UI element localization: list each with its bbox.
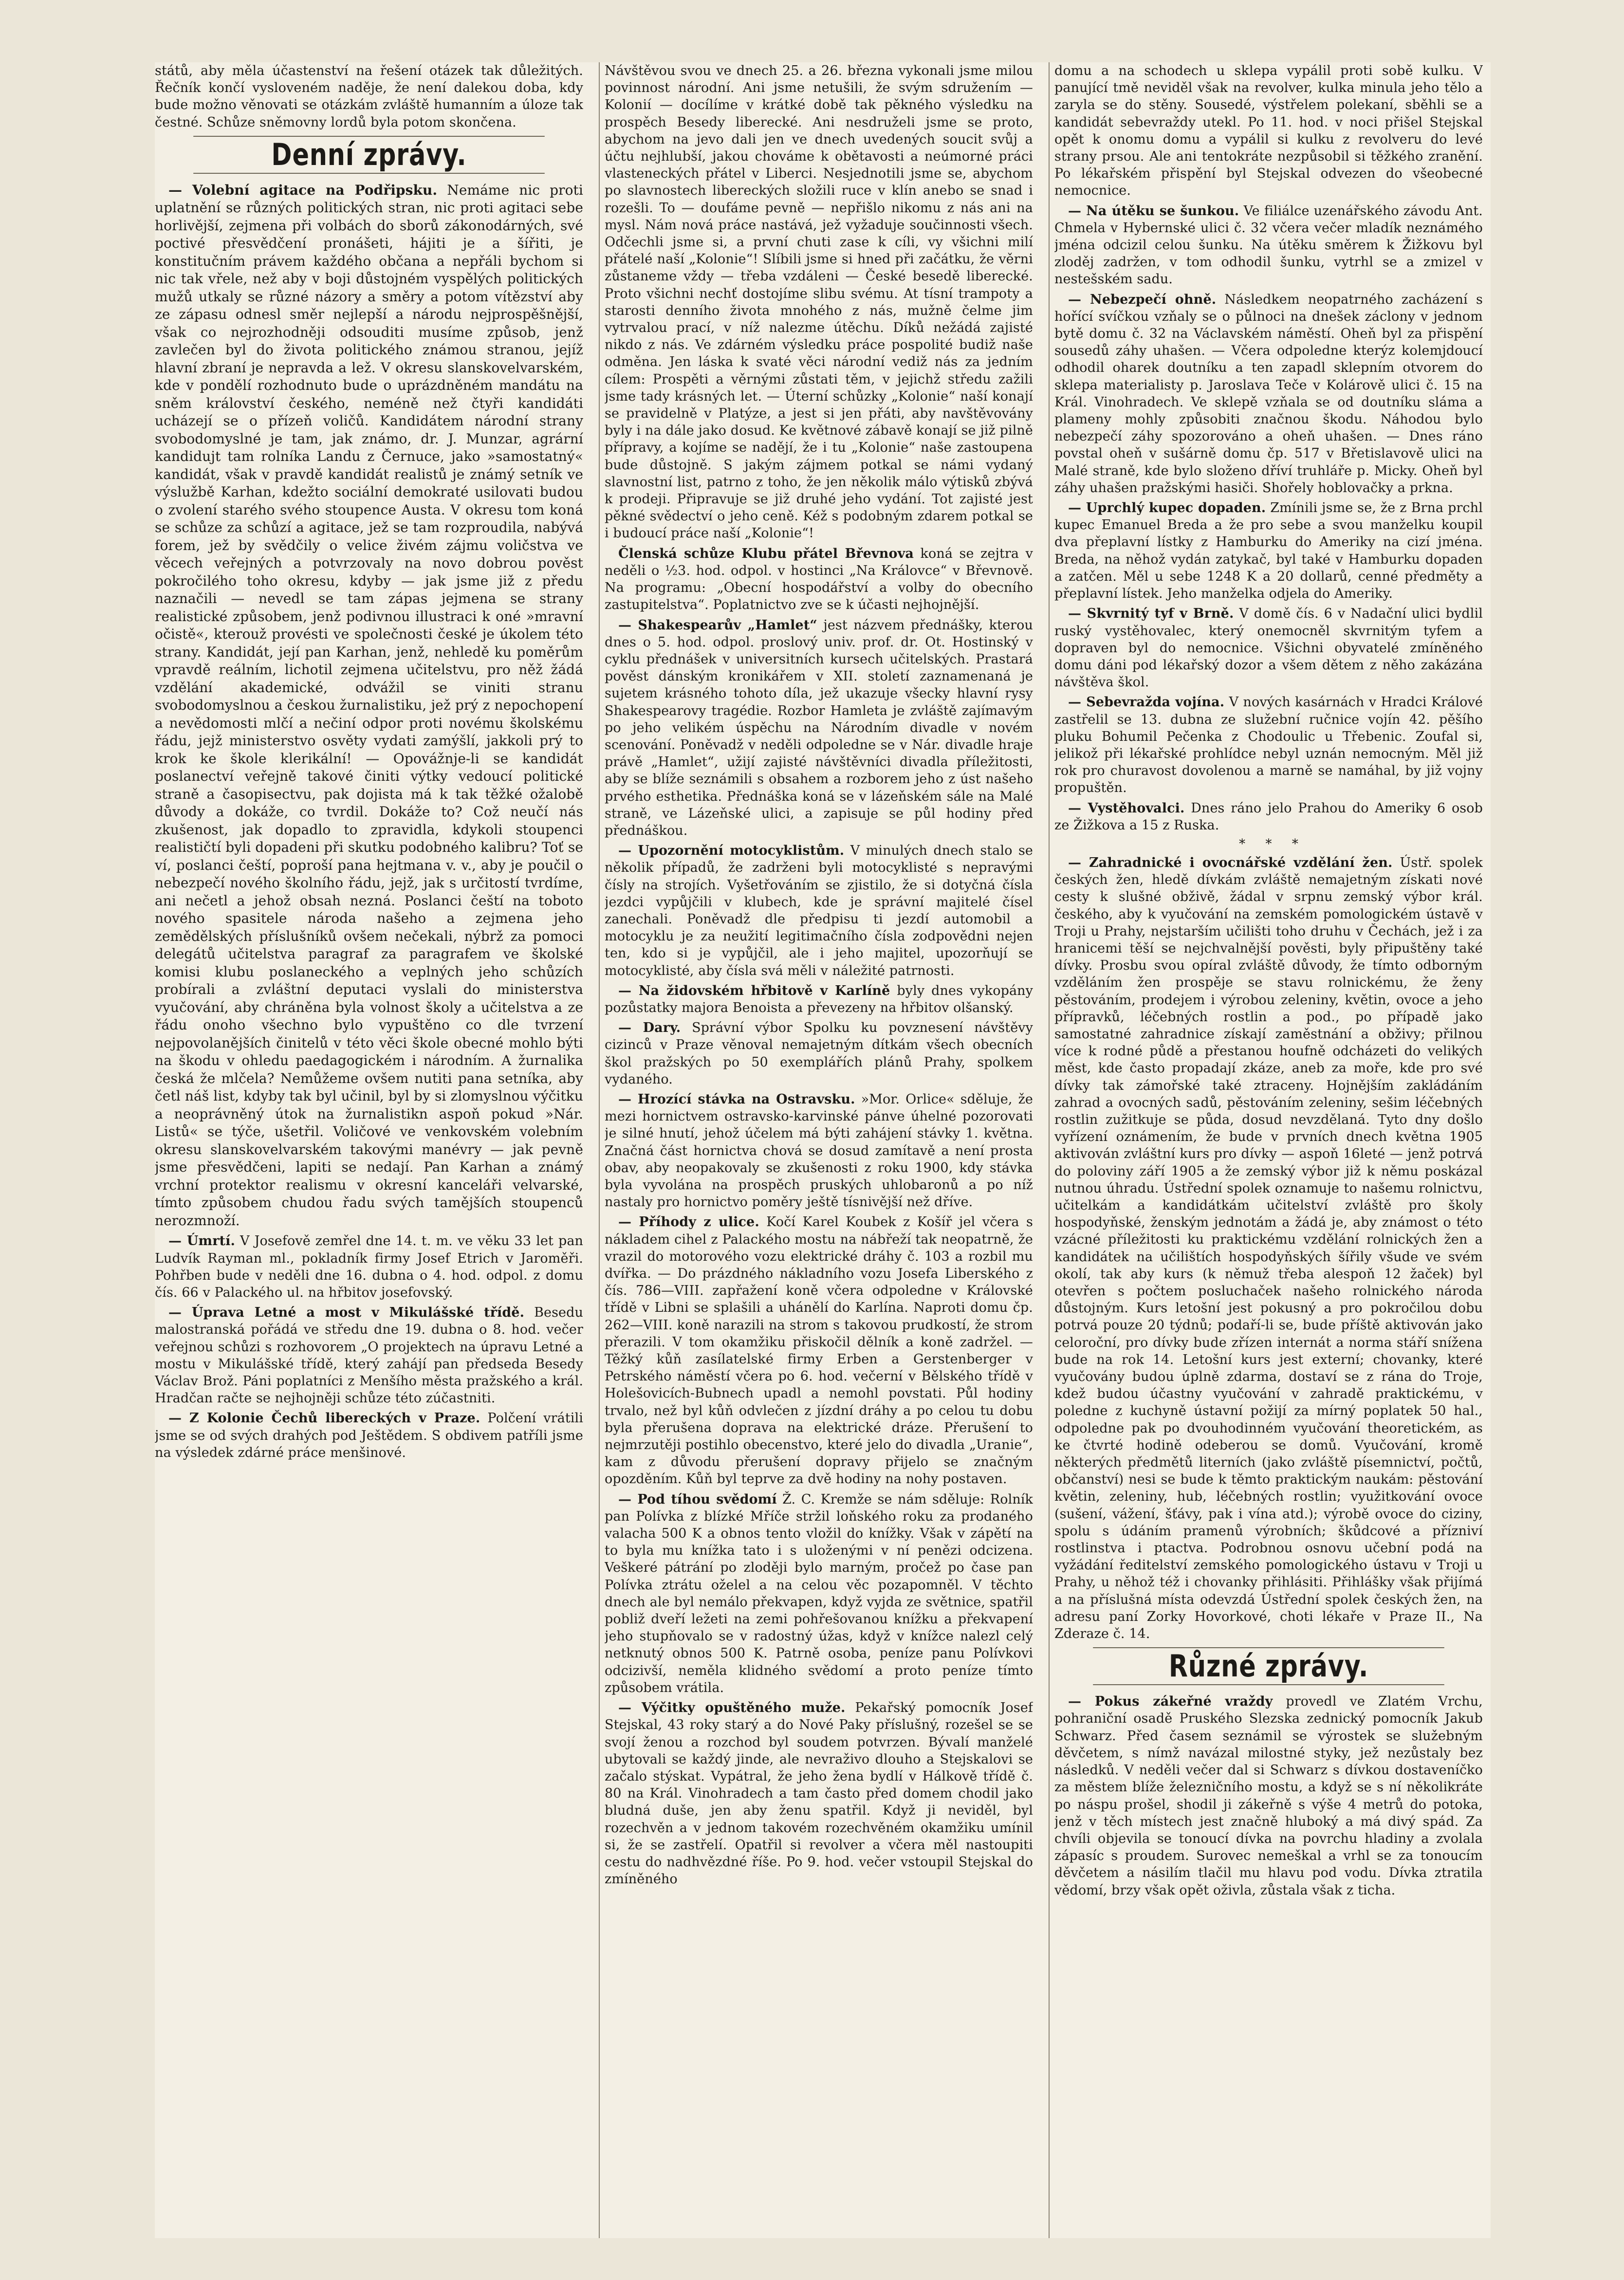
article-vycitky-continued: domu a na schodech u sklepa vypálil proti sobě kulku. V panující tmě neviděl však na revolver, kulka minula jeho tělo a zaryla se do stěny. Sousedé, výstřelem polekaní, sběhli se a kandidát sebevraždy utekl. Po 11. hod. v noci přišel Stejskal opět k onomu domu a vypálil si kulku z revolveru do levé strany prsou. Ale ani tentokráte nezpůsobil si těžkého zranění. Po lékařském přispění byl Stejskal odvezen do všeobecné nemocnice. <box>1054 63 1483 199</box>
article-body: Zmínili jsme se, že z Brna prchl kupec Emanuel Breda a že pro sebe a svou manželku koupil dva přeplavní lístky z Hamburku do Ameriky na cizí jména. Breda, na něhož vydán zatykač, byl také v Hamburku dopaden a zatčen. Měl u sebe 1248 K a 20 dollarů, cenné předměty a přeplavní lístek. Jeho manželka odjela do Ameriky. <box>1054 500 1483 602</box>
column-middle <box>605 62 1033 2238</box>
article-umrti <box>155 1232 583 1301</box>
article-title: — Příhody z ulice. <box>618 1214 759 1230</box>
article-sebevrazda-vojina <box>1054 694 1483 796</box>
article-body: Správní výbor Spolku ku povznesení návštěvy cizinců v Praze věnoval nemajetným dítkám všech obecních škol pražských po 50 exemplářích plánů Prahy, spolkem vydaného. <box>605 1020 1033 1087</box>
article-body: V minulých dnech stalo se několik případů, že zadrženi byli motocyklisté s nepravými čísly na strojích. Vyšetřováním se zjistilo, že si dotyčná čísla jezdci vypůjčili v klubech, kde je správní majitelé čísel zanechali. Poněvadž dle předpisu ti jezdí automobil a motocyklu je za neužití legitimačního čísla zodpovědni nejen ten, kdo si je vypůjčil, ale i jeho majitel, upozorňují se motocyklisté, aby čísla svá měli v náležité patrnosti. <box>605 843 1033 978</box>
article-body: Ústř. spolek českých žen, hledě dívkám zvláště nemajetným získati nové cesty k slušné obživě, žádal v srpnu zemský výbor král. českého, aby k vyučování na zemském pomologickém ústavě v Troji u Prahy, nejstarším učilišti toho druhu v Čechách, jež i za hranicemi těší se nejchvalnější pověsti, byly připuštěny také dívky. Prosbu svou opíral zvláště důvody, že tímto odborným vzděláním žen prospěje se stavu rolnickému, že ženy pěstováním, prodejem i výrobou zeleniny, květin, ovoce a jeho přípravků, léčebných rostlin a pod., po případě jako samostatné zahradnice získají zaměstnání a obživy; přilnou více k rodné půdě a přestanou houfně odcházeti do velikých měst, kde často propadají zkáze, aneb za moře, kde pro své dívky tak zámořské také ztraceny. Hojnějším zakládáním zahrad a ovocných sadů, pěstováním zeleniny, sešim léčebných rostlin zužitkuje se půda, dosud nevzdělaná. Tyto dny došlo vyřízení oznámením, že bude v prvních dnech května 1905 aktivován zvláštní kurs pro dívky — aspoň 16leté — jenž potrvá do poloviny září 1905 a že zemský výbor již k němu poskázal nutnou úhradu. Ústřední spolek oznamuje to našemu rolnictvu, učitelkám a kandidátkám učitelství zvláště pro školy hospodyňské, ženským jednotám a žádá je, aby známost o této vzácné příležitosti ku praktickému vzdělání rolnických žen a kandidátek na učilištích hospodyňských šířily všude ve svém okolí, tak aby kurs (k němuž třeba alespoň 12 žaček) byl otevřen s počtem posluchaček našeho rolnického národa důstojným. Kurs letošní jest pokusný a pro pokročilou dobu potrvá pouze 20 týdnů; podaří-li se, bude příště aktivován jako celoroční, pro dívky bude zřízen internát a norma stáří snížena bude na rok 14. Letošní kurs jest externí; chovanky, které vyučovány budou úplně zdarma, dostaví se z rána do Troje, kdež budou účastny vyučování v zahradě praktickému, v poledne z kuchyně ústavní požijí za mírný poplatek 50 hal., odpoledne pak po dvouhodinném vyučování theoretickém, as ke čtvrté hodině odeberou se domů. Vyučování, kromě některých předmětů literních (jako zvláště písemnictví, počtů, občanství) nesi se bude k těmto praktickým naukám: pěstování květin, zeleniny, hub, léčebných rostlin; využitkování ovoce (sušení, vážení, šťávy, pak i vína atd.); výrobě ovoce do ciziny, spolu s údáním pramenů výrobních; škůdcové a přízniví rostlinstva i ptactva. Podrobnou osnovu učební podá na vyžádání ředitelství zemského pomologického ústavu v Troji u Prahy, u něhož též i chovanky přihlásiti. Přihlášky však přijímá a na příslušná místa odevzdá Ústřední spolek českých žen, na adresu paní Zorky Hovorkové, choti lékaře v Praze II., Na Zderaze č. 14. <box>1054 855 1483 1642</box>
article-title: — Na židovském hřbitově v Karlíně <box>618 983 890 998</box>
article-pod-tihou-svedomi <box>605 1491 1033 1696</box>
article-body: V nových kasárnách v Hradci Králové zastřelil se 13. dubna ze služební ručnice vojín 42. pěšího pluku Bohumil Pečenka z Chodoulic u Třebenic. Zoufal si, jelikož při lékařské prohlídce nebyl uznán nemocným. Měl již rok pro churavost dovolenou a marně se namáhal, by již vojny propuštěn. <box>1054 695 1483 796</box>
article-body: Dnes ráno jelo Prahou do Ameriky 6 osob ze Žižkova a 15 z Ruska. <box>1054 800 1483 833</box>
article-title: — Upozornění motocyklistům. <box>618 843 845 859</box>
asterism-separator: * * * <box>1239 836 1298 851</box>
section-headline-denni-zpravy: Denní zprávy. <box>193 136 545 174</box>
article-uprava-letne <box>155 1304 583 1407</box>
article-body: V domě čís. 6 v Nadační ulici bydlil ruský vystěhovalec, který onemocněl skvrnitým tyfem a dopraven byl do nemocnice. Všichni obyvatelé zmíněného domu dáni pod lékařský dozor a všem dětem z něho zakázána návštěva škol. <box>1054 606 1483 690</box>
article-title: — Úprava Letné a most v Mikulášské třídě. <box>168 1305 525 1321</box>
article-pokus-vrazdy <box>1054 1693 1483 1898</box>
article-title: — Zahradnické i ovocnářské vzdělání žen. <box>1068 855 1393 870</box>
article-body: Kočí Karel Koubek z Košíř jel včera s nákladem cihel z Palackého mostu na nábřeží tak neopatrně, že vrazil do motorového vozu elektrické dráhy č. 103 a rozbil mu dvířka. — Do prázdného nákladního vozu Josefa Liberského z čís. 786—VIII. zapřažení koně včera odpoledne v Královské třídě v Libni se splašili a uhánělí do Karlína. Naproti domu čp. 262—VIII. koně narazili na strom s takovou prudkostí, že strom přerazili. V tom okamžiku přiskočil dělník a koně zadržel. — Těžký kůň zasílatelské firmy Erben a Gerstenberger v Petrského náměstí včera po 6. hod. večerní v Bělského třídě v Holešovicích-Bubnech upadl a nemohl povstati. Půl hodiny trvalo, než byl kůň odvlečen z jízdní dráhy a po celou tu dobu byla přerušena doprava na elektrické dráze. Přerušení to nejmrzutěji postihlo obecenstvo, které jelo do divadla „Uranie“, kam z důvodu přerušení dopravy přijelo se značným opozděním. Kůň byl teprve za dvě hodiny na nohy postaven. <box>605 1214 1033 1487</box>
article-body: V Josefově zemřel dne 14. t. m. ve věku 33 let pan Ludvík Rayman ml., pokladník firmy Josef Etrich v Jaroměři. Pohřben bude v neděli dne 16. dubna o 4. hod. odpol. z domu čís. 66 v Palackého ul. na hřbitov josefovský. <box>155 1233 583 1300</box>
article-title: — Z Kolonie Čechů libereckých v Praze. <box>168 1411 480 1426</box>
article-body: Ve filiálce uzenářského závodu Ant. Chmela v Hybernské ulici č. 32 včera večer mladík neznámého jména odcizil celou šunku. Na útěku směrem k Žižkovu byl zloděj zadržen, v tom odhodil šunku, vytrhl se a zmizel v nestešském sadu. <box>1054 203 1483 287</box>
column-divider <box>599 62 600 2238</box>
article-body: byly dnes vykopány pozůstatky majora Benoista a převezeny na hřbitov olšanský. <box>605 983 1033 1015</box>
article-title: — Pod tíhou svědomí <box>618 1491 777 1507</box>
article-dary <box>605 1019 1033 1088</box>
section-headline-ruzne-zpravy: Různé zprávy. <box>1093 1647 1444 1685</box>
article-title: — Pokus zákeřné vraždy <box>1068 1694 1273 1710</box>
article-motocyklistum <box>605 842 1033 979</box>
article-clenska-schuze <box>605 545 1033 614</box>
article-uprchly-kupec <box>1054 499 1483 602</box>
column-divider <box>1049 62 1050 2238</box>
article-title: — Sebevražda vojína. <box>1068 695 1225 710</box>
article-body: Nemáme nic proti uplatnění se různých politických stran, nic proti agitaci sebe horlivější, zejmena při volbách do sborů zákonodárných, své poctivé přesvědčení pronášeti, hájiti je a šířiti, je konstitučním právem každého občana a nepřáli bychom si nic tak vřele, než aby v boji důstojném vyspělých politických mužů utkaly se různé názory a směry a potom vítězství aby ze zápasu odnesl směr nejlepší a národu nejprospěšnější, však co nejrozhodněji odsouditi musíme způsob, jenž zavlečen byl do života politického známou stranou, jejíž hlavní zbraní je nepravda a lež. V okresu slanskovelvarském, kde v pondělí rozhodnuto bude o uprázdněném mandátu na sněm království českého, neméně než čtyři kandidáti ucházejí se o přízeň voličů. Kandidátem národní strany svobodomyslné je tam, jak známo, dr. J. Munzar, agrární kandidujt tam rolníka Landu z Černuce, jako »samostatný« kandidát, však v pravdě kandidát realistů je známý setník ve výslužbě Karhan, kdežto sociální demokraté usilovati budou o zvolení starého svého stoupence Austa. V okresu tom koná se schůze za schůzí a agitace, jež se tam rozproudila, nabývá forem, jež by svědčily o velice živém zájmu voličstva ve věcech veřejných a potvrzovaly na novo dobrou pověst pokročilého toho okresu, kdyby — jak jsme již z předu naznačili — nevedl se tam zápas jejmena se strany realistické způsobem, jenž podivnou illustraci k oné »mravní očistě«, kterouž provésti ve společnosti české je úkolem této strany. Kandidát, její pan Karhan, jenž, nehledě ku poměrům vpravdě reálním, lichotil zejmena učitelstvu, pro něž žádá vzdělání akademické, odvážil se viniti stranu svobodomyslnou a českou žurnalistiku, jež prý z nepochopení a nevědomosti mlčí a nečiní odpor proti novému školskému řádu, jejž ministerstvo osvěty vydati zamýšlí, jakkoli prý to krok ke škole klerikální! — Opovážnje-li se kandidát poslanectví veřejně takové činiti výtky vedoucí politické straně a časopisectvu, pak dojista má k tak těžké ožalobě důvody a dokáže, co tvrdil. Dokáže to? Což neučí nás zkušenost, jak dopadlo to zpravidla, kdykoli stoupenci realističtí byli dopadeni při skutku podobného kalibru? Toť se ví, poslanci čeští, poproší pana hejtmana v. v., aby je poučil o nebezpečí nového školního řádu, jejž, jak s určitostí tvrdíme, ani nečetl a jehož obsah nezná. Poslanci čeští na toboto nového spasitele národa našeho a zejmena jeho zemědělských příslušníků ovšem nečekali, nýbrž za pomoci delegátů učitelstva paragraf za paragrafem ve školské komisi klubu poslaneckého a veplných jeho schůzích probírali a zvláštní deputaci vyslali do ministerstva vyučování, aby chráněna byla volnost školy a učitelstva a ze řádu onoho všechno bylo vypuštěno co dle tvrzení nejpovolanějších činitelů v této věci škole obecné mohlo býti na škodu v ohledu paedagogickém i národním. A žurnalika česká že mlčela? Nemůžeme ovšem nutiti pana setníka, aby četl náš list, kdyby tak byl učinil, byl by si zlomyslnou výčitku a neoprávněný útok na žurnalistikn aspoň pokud »Nár. Listů« se týče, ušetřil. Voličové ve venkovském volebním okresu slanskovelvarském takovými manévry — jak pevně jsme přesvědčeni, lapiti se nedají. Pan Karhan a známý vrchní protektor realismu v okresní kanceláři velvarské, tímto způsobem chudou řadu svých tamějších stoupenců nerozmnoží. <box>155 182 583 1229</box>
article-utek-sunka <box>1054 202 1483 288</box>
article-skvrnity-tyf <box>1054 605 1483 691</box>
article-body: jest názvem přednášky, kterou dnes o 5. hod. odpol. proslový univ. prof. dr. Ot. Hostinský v cyklu přednášek v universitních kursech učitelských. Prastará pověst dánským kronikářem v XII. století zaznamenaná je sujetem krásného tohoto díla, jež ukazuje všecky hlavní rysy Shakespearovy tragédie. Rozbor Hamleta je zvláště zajímavým po jeho velikém úspěchu na Národním divadle v novém scenování. Poněvadž v neděli odpoledne se v Nár. divadle hraje právě „Hamlet“, užijí zajisté návštěvníci divadla příležitosti, aby se blíže seznámili s obsahem a rozborem jeho z úst našeho prvého esthetika. Přednáška koná se v lázeňském sále na Malé straně, ve Lázeňské ulici, a zapisuje se půl hodiny před přednáškou. <box>605 617 1033 838</box>
article-vystehovalci <box>1054 800 1483 834</box>
article-body: Ž. C. Kremže se nám sděluje: Rolník pan Polívka z blízké Mříče stržil loňského roku za prodaného valacha 500 K a obnos tento vložil do knížky. Však v zápětí na to byla mu knížka tato i s uloženými v ní penězi odcizena. Veškeré pátrání po zloději bylo marným, pročež po čase pan Polívka ztrátu oželel a na celou věc pozapomněl. V těchto dnech ale byl nemálo překvapen, když vyjda ze světnice, spatřil pobliž dveří ležeti na zemi pohřešovanou knížku a překvapení jeho stupňovalo se v radostný úžas, když v knížce nalezl celý netknutý obnos 500 K. Patrně osoba, peníze panu Polívkovi odcizivší, neměla klidného svědomí a proto peníze tímto způsobem vrátila. <box>605 1491 1033 1695</box>
article-title: — Skvrnitý tyf v Brně. <box>1068 606 1234 622</box>
article-title: — Úmrtí. <box>168 1233 235 1249</box>
column-right <box>1054 62 1483 2238</box>
article-title: — Nebezpečí ohně. <box>1068 292 1217 307</box>
article-kolonie-continued: Návštěvou svou ve dnech 25. a 26. března vykonali jsme milou povinnost národní. Ani jsme netušili, že svým sdružením — Kolonií — docílíme v krátké době tak pěkného výsledku na prospěch Besedy liberecké. Ani nesdruželi jsme se proto, abychom na jevo dali jen ve dnech uvedených soucit svůj a účtu nejhlubší, jakou chováme k obětavosti a neúmorné práci vlasteneckých přátel v Liberci. Nesjednotili jsme se, abychom po slavnostech libereckých složili ruce v klín anebo se snad i rozešli. To — doufáme pevně — nepřišlo nikomu z nás ani na mysl. Nám nová práce nastává, jež vyžaduje součinnosti všech. Odčechli jsme si, a první chuti zase k cíli, vy všichni milí přátelé naší „Kolonie“! Slíbili jsme si hned při začátku, že věrni zůstaneme vždy — třeba vzdáleni — České besedě liberecké. Proto všichni nechť dostojíme slibu svému. At tísní trampoty a starosti denního života mnohého z nás, mužně čelme jim vytrvalou prací, v níž nalezme útěchu. Díků nežádá zajisté nikdo z nás. Ve zdárném výsledku práce pospolité budiž naše odměna. Jen láska k svaté věci národní vediž nás za jedním cílem: Prospěti a věrnými zůstati těm, v jejichž středu zažili jsme tady krásných let. — Úterní schůzky „Kolonie“ naší konají se pravidelně v Platýze, a jest si jen přáti, aby navštěvovány byly i na dále jako dosud. Ke květnové zábavě konají se již pilně přípravy, a kojíme se nadějí, že i tu „Kolonie“ naše zastoupena bude důstojně. S jakým zájmem potkal se námi vydaný slavnostní list, patrno z toho, že jen několik málo výtisků zbývá k prodeji. Připravuje se již druhé jeho vydání. Tot zajisté jest pěkné svědectví o jeho ceně. Kéž s podobným zdarem potkal se i budoucí práce naší „Kolonie“! <box>605 63 1033 541</box>
article-kolonie-cechu <box>155 1410 583 1461</box>
article-title: — Na útěku se šunkou. <box>1068 203 1239 219</box>
article-hrbitov-karlin <box>605 982 1033 1016</box>
article-title: — Volební agitace na Podřipsku. <box>168 182 438 198</box>
article-stavka-ostravsko <box>605 1091 1033 1211</box>
article-body: Besedu malostranská pořádá ve středu dne 19. dubna o 8. hod. večer veřejnou schůzi s rozhovorem „O projektech na úpravu Letné a mostu v Mikulášské třídě, který zahájí pan předseda Besedy Václav Brož. Páni poplatníci z Menšího města pražského a král. Hradčan račte se nejhojněji schůze této zúčastniti. <box>155 1305 583 1406</box>
article-nebezpeci-ohne <box>1054 291 1483 496</box>
article-body: Polčení vrátili jsme se od svých drahých pod Ještědem. S obdivem patříli jsme na výsledek zdárné práce menšinové. <box>155 1411 583 1460</box>
article-body: »Mor. Orlice« sděluje, že mezi hornictvem ostravsko-karvinské pánve úhelné pozorovati je silné hnutí, jehož účelem má býti zahájení stávky 1. května. Značná část hornictva chová se dosud zamítavě a není prosta obav, aby neopakovaly se zkušenosti z roku 1900, kdy stávka byla vyvolána na prospěch pruských uhlobaronů a po níž nastaly pro hornictvo poměry ještě tísnivější než dříve. <box>605 1091 1033 1210</box>
column-left <box>155 62 583 2238</box>
newspaper-page <box>155 62 1491 2238</box>
article-title: — Uprchlý kupec dopaden. <box>1068 500 1266 516</box>
article-vycitky-muze <box>605 1699 1033 1888</box>
article-prihody-z-ulice <box>605 1214 1033 1488</box>
article-body: Pekařský pomocník Josef Stejskal, 43 roky starý a do Nové Paky příslušný, rozešel se se svojí ženou a rozchod byl soudem potvrzen. Bývalí manželé ubytovali se každý jinde, ale nevraživo dlouho a Stejskalovi se začalo stýskat. Vypátral, že jeho žena bydlí v Hálkově třídě č. 80 na Král. Vinohradech a tam často před domem chodil jako bludná duše, jen aby ženu spatřil. Když ji neviděl, byl rozechvěn a v jednom takovém rozechvěném okamžiku umínil si, že se zastřelí. Opatřil si revolver a včera měl nastoupiti cestu do nadhvězdné říše. Po 9. hod. večer vstoupil Stejskal do zmíněného <box>605 1700 1033 1887</box>
article-body: Následkem neopatrného zacházení s hořící svíčkou vzňaly se o půlnoci na dnešek záclony v jednom bytě domu č. 32 na Václavském náměstí. Oheň byl za přispění sousedů záhy uhašen. — Včera odpoledne kterýz kolemjdoucí odhodil oharek doutníku a ten zapadl sklepním otvorem do sklepa materialisty p. Jaroslava Teče v Kolárově ulici č. 15 na Král. Vinohradech. Ve sklepě vzňala se od doutníku sláma a plameny mohly způsobiti značnou škodu. Náhodou bylo nebezpečí záhy spozorováno a oheň uhašen. — Dnes ráno povstal oheň v sušárně domu čp. 517 v Břetislavově ulici na Malé straně, kde bylo složeno dříví truhláře p. Micky. Oheň byl záhy uhašen pražskými hasiči. Shořely hoblovačky a prkna. <box>1054 292 1483 496</box>
article-body: koná se zejtra v neděli o ½3. hod. odpol. v hostinci „Na Královce“ v Břevnově. Na programu: „Obecní hospodářství a volby do obecního zastupitelstva“. Poplatnictvo zve se k účasti nejhojnější. <box>605 546 1033 613</box>
article-body: provedl ve Zlatém Vrchu, pohraniční osadě Pruského Slezska zednický pomocník Jakub Schwarz. Před časem seznámil se výrostek se služebným děvčetem, s nímž navázal milostné styky, jež nezůstaly bez následků. V neděli večer dal si Schwarz s dívkou dostaveníčko za městem blíže železničního mostu, a když se s ní několikráte po náspu prošel, shodil ji zákeřně s výše 4 metrů do potoka, jenž v těch místech jest značně hluboký a má divý spád. Za chvíli objevila se tonoucí dívka na povrchu hladiny a zvolala zápasíc s proudem. Surovec nemeškal a vrhl se za tonoucím děvčetem a násilím tlačil mu hlavu pod vodu. Dívka ztratila vědomí, brzy však opět oživla, zůstala však z ticha. <box>1054 1694 1483 1898</box>
article-volebni-agitace <box>155 182 583 1230</box>
article-continuation: států, aby měla účastenství na řešení otázek tak důležitých. Řečník končí vysloveném naděje, že není dalekou doba, kdy bude možno věnovati se otázkám zvláště humanním a úloze tak čestné. Schůze sněmovny lordů byla potom skončena. <box>155 63 583 130</box>
article-title: — Vystěhovalci. <box>1068 800 1185 816</box>
article-hamlet <box>605 617 1033 840</box>
article-title: — Shakespearův „Hamlet“ <box>618 617 817 633</box>
article-title: — Dary. <box>618 1020 681 1036</box>
article-title: — Výčitky opuštěného muže. <box>618 1700 846 1716</box>
article-title: Členská schůze Klubu přátel Břevnova <box>618 546 914 561</box>
article-zahradnicke-vzdelani <box>1054 854 1483 1642</box>
article-title: — Hrozící stávka na Ostravsku. <box>618 1091 855 1107</box>
